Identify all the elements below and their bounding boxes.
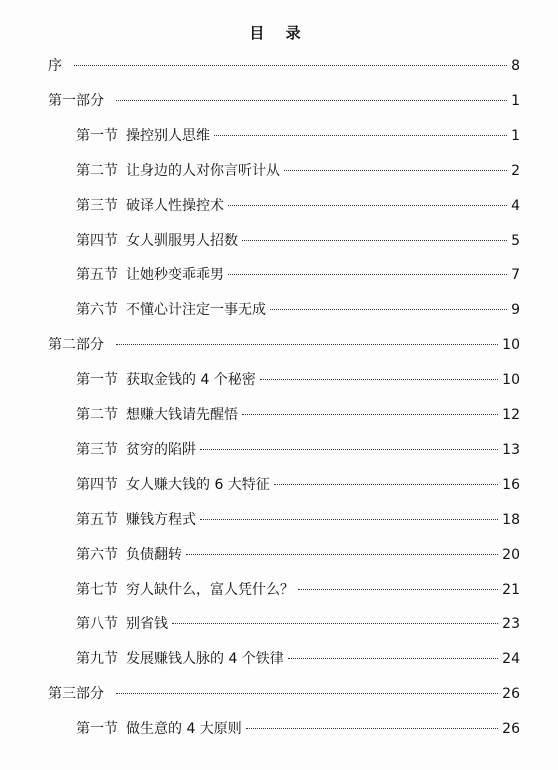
toc-entry-title: 获取金钱的 4 个秘密 [126,372,256,389]
toc-section-entry[interactable] [76,545,520,565]
dot-leader [242,414,498,415]
dot-leader [200,519,498,520]
toc-entry-number: 第五节 [76,267,118,284]
toc-page-number: 7 [511,267,520,284]
dot-leader [246,728,498,729]
toc-section-entry[interactable] [76,719,520,739]
toc-section-entry[interactable] [76,440,520,460]
toc-page-number: 21 [502,581,520,598]
toc-page-number: 10 [502,337,520,354]
toc-entry-number: 第九节 [76,651,118,668]
dot-leader [284,170,507,171]
toc-entry-number: 第二部分 [48,337,104,354]
toc-entry-number: 第一节 [76,372,118,389]
toc-entry-title: 穷人缺什么，富人凭什么？ [126,581,294,598]
toc-entry-number: 第三节 [76,197,118,214]
dot-leader [172,623,498,624]
dot-leader [200,449,498,450]
dot-leader [228,205,507,206]
toc-section-entry[interactable] [76,649,520,669]
toc-entry-number: 第二节 [76,162,118,179]
dot-leader [116,100,507,101]
toc-section-entry[interactable] [76,475,520,495]
toc-entry-title: 想赚大钱请先醒悟 [126,407,238,423]
dot-leader [260,379,498,380]
toc-page-number: 2 [511,162,520,179]
toc-title: 目 录 [249,24,309,42]
toc-entry-title: 操控别人思维 [126,127,210,144]
toc-page-number: 8 [511,58,520,74]
toc-page-number: 26 [502,686,520,703]
toc-entry-number: 第五节 [76,511,118,528]
toc-page-number: 20 [502,546,520,563]
toc-part-entry[interactable] [48,91,520,111]
toc-entry-title: 贫穷的陷阱 [126,441,196,458]
toc-entry-title: 让身边的人对你言听计从 [126,162,280,179]
toc-page-number: 13 [502,441,520,458]
toc-page-number: 26 [502,721,520,738]
dot-leader [74,65,507,66]
toc-page-number: 10 [502,372,520,389]
toc-page-number: 18 [502,511,520,528]
toc-page-number: 16 [502,476,520,493]
toc-page-number: 1 [511,127,520,144]
toc-section-entry[interactable] [76,510,520,530]
toc-section-entry[interactable] [76,126,520,146]
toc-entry-title: 发展赚钱人脉的 4 个铁律 [126,651,284,668]
toc-section-entry[interactable] [76,300,520,320]
toc-entry-number: 第四节 [76,476,118,493]
toc-entry-title: 别省钱 [126,616,168,633]
toc-page-number: 4 [511,197,520,214]
toc-page-number: 5 [511,232,520,249]
toc-entry-number: 第二节 [76,407,118,423]
toc-section-entry[interactable] [76,405,520,425]
toc-entry-number: 第六节 [76,302,118,319]
dot-leader [186,554,498,555]
toc-entry-title: 赚钱方程式 [126,511,196,528]
dot-leader [214,135,507,136]
dot-leader [298,589,498,590]
toc-section-entry[interactable] [76,580,520,600]
toc-part-entry[interactable] [48,335,520,355]
toc-entry-title: 女人赚大钱的 6 大特征 [126,476,270,493]
dot-leader [288,658,498,659]
toc-entry-title: 不懂心计注定一事无成 [126,302,266,319]
dot-leader [274,484,498,485]
toc-entry-title: 负债翻转 [126,546,182,563]
toc-entry-number: 第一节 [76,721,118,738]
toc-entry-number: 第三部分 [48,686,104,703]
toc-section-entry[interactable] [76,161,520,181]
toc-entry-number: 第四节 [76,232,118,249]
toc-section-entry[interactable] [76,231,520,251]
toc-page-number: 24 [502,651,520,668]
toc-section-entry[interactable] [76,196,520,216]
dot-leader [270,309,507,310]
toc-page-number: 1 [511,92,520,109]
toc-page-number: 23 [502,616,520,633]
dot-leader [116,344,498,345]
toc-entry-number: 第一部分 [48,92,104,109]
toc-entry-title: 让她秒变乖乖男 [126,267,224,284]
toc-entry-number: 第一节 [76,127,118,144]
dot-leader [116,693,498,694]
toc-entry-title: 女人驯服男人招数 [126,232,238,249]
toc-section-entry[interactable] [76,265,520,285]
dot-leader [228,274,507,275]
toc-entry-number: 序 [48,58,62,74]
toc-entry-number: 第六节 [76,546,118,563]
toc-page-number: 9 [511,302,520,319]
toc-entry-title: 破译人性操控术 [126,197,224,214]
toc-page-number: 12 [502,407,520,423]
toc-entry-number: 第八节 [76,616,118,633]
toc-entry-number: 第三节 [76,441,118,458]
toc-part-entry[interactable] [48,56,520,76]
toc-entry-title: 做生意的 4 大原则 [126,721,242,738]
toc-entry-number: 第七节 [76,581,118,598]
toc-part-entry[interactable] [48,684,520,704]
toc-section-entry[interactable] [76,614,520,634]
dot-leader [242,240,507,241]
toc-section-entry[interactable] [76,370,520,390]
